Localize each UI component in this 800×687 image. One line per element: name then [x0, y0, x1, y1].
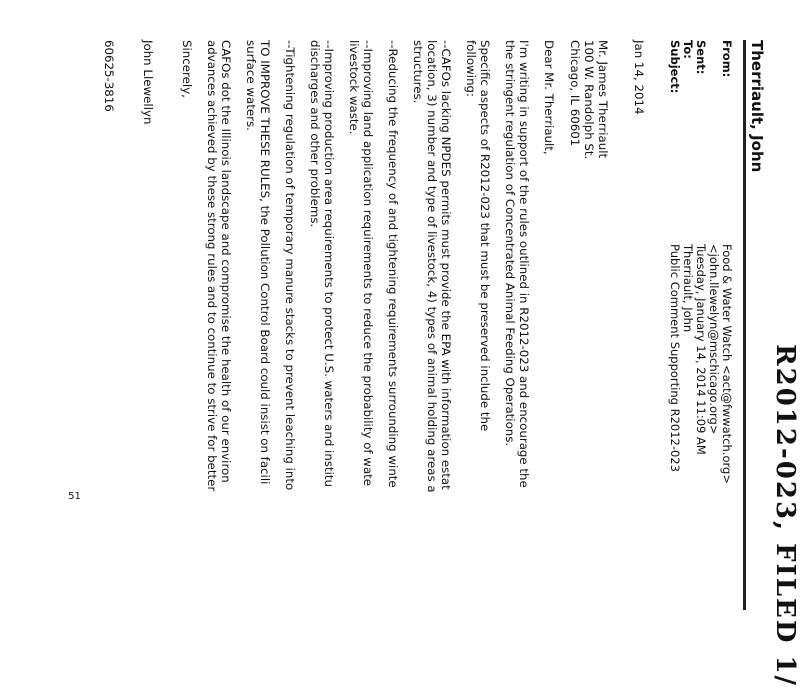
intro-line-2: the stringent regulation of Concentrated Animal Feeding Operations.: [503, 40, 517, 447]
bullet-2-line-1: --Reducing the frequency of and tightening requirements surrounding winte: [386, 40, 400, 488]
sent-label: Sent:: [694, 40, 708, 75]
closing-line-2: surface waters.: [244, 40, 258, 131]
bullet-5-line-1: --Tightening regulation of temporary manure stacks to prevent leaching into: [283, 40, 297, 491]
aspects-line-1: Specific aspects of R2012-023 that must be preserved include the: [478, 40, 492, 432]
salutation: Dear Mr. Therriault,: [542, 40, 556, 155]
to-label: To:: [681, 40, 695, 59]
bullet-1-line-1: --CAFOs lacking NPDES permits must provide the EPA with information estat: [439, 40, 453, 490]
intro-line-1: I'm writing in support of the rules outlined in R2012-023 and encourage the: [517, 40, 531, 488]
subject-label: Subject:: [668, 40, 682, 94]
from-value: Food & Water Watch <act@fwwatch.org>: [720, 244, 734, 484]
from-label: From:: [720, 40, 734, 78]
bullet-3-line-2: livestock waste.: [347, 40, 361, 135]
bullet-3-line-1: --Improving land application requirements to reduce the probability of wate: [361, 40, 375, 487]
signoff: Sincerely,: [180, 40, 194, 98]
signer-name: John Llewellyn: [141, 40, 155, 125]
to-value: Therriault, John: [681, 244, 695, 333]
letter-date: Jan 14, 2014: [632, 40, 646, 115]
subject-value: Public Comment Supporting R2012-023: [668, 244, 682, 472]
bullet-1-line-3: structures.: [411, 40, 425, 104]
closing-line-1: TO IMPROVE THESE RULES, the Pollution Control Board could insist on facili: [258, 40, 272, 485]
recipient-name: Mr. James Therriault: [596, 40, 610, 159]
page-number: 51: [68, 490, 81, 502]
cafo-line-1: CAFOs dot the Illinois landscape and compromise the health of our environ: [219, 40, 233, 483]
bullet-4-line-2: discharges and other problems.: [308, 40, 322, 228]
bullet-1-line-2: location, 3) number and type of livestock, 4) types of animal holding areas a: [425, 40, 439, 493]
cafo-line-2: advances achieved by these strong rules and to continue to strive for better: [205, 40, 219, 492]
aspects-line-2: following:: [464, 40, 478, 98]
recipient-street: 100 W. Randolph St.: [582, 40, 596, 160]
bullet-4-line-1: --Improving production area requirements to protect U.S. waters and institu: [322, 40, 336, 487]
from-email: <john.llewelyn@mschicago.org>: [707, 244, 721, 435]
filing-stamp: R2012-023, FILED 1/: [770, 344, 800, 687]
recipient-city: Chicago, IL 60601: [568, 40, 582, 147]
header-divider: [743, 40, 746, 610]
signer-zip: 60625-3816: [102, 40, 116, 112]
sender-name: Therriault, John: [748, 40, 766, 173]
sent-value: Tuesday, January 14, 2014 11:09 AM: [694, 244, 708, 455]
